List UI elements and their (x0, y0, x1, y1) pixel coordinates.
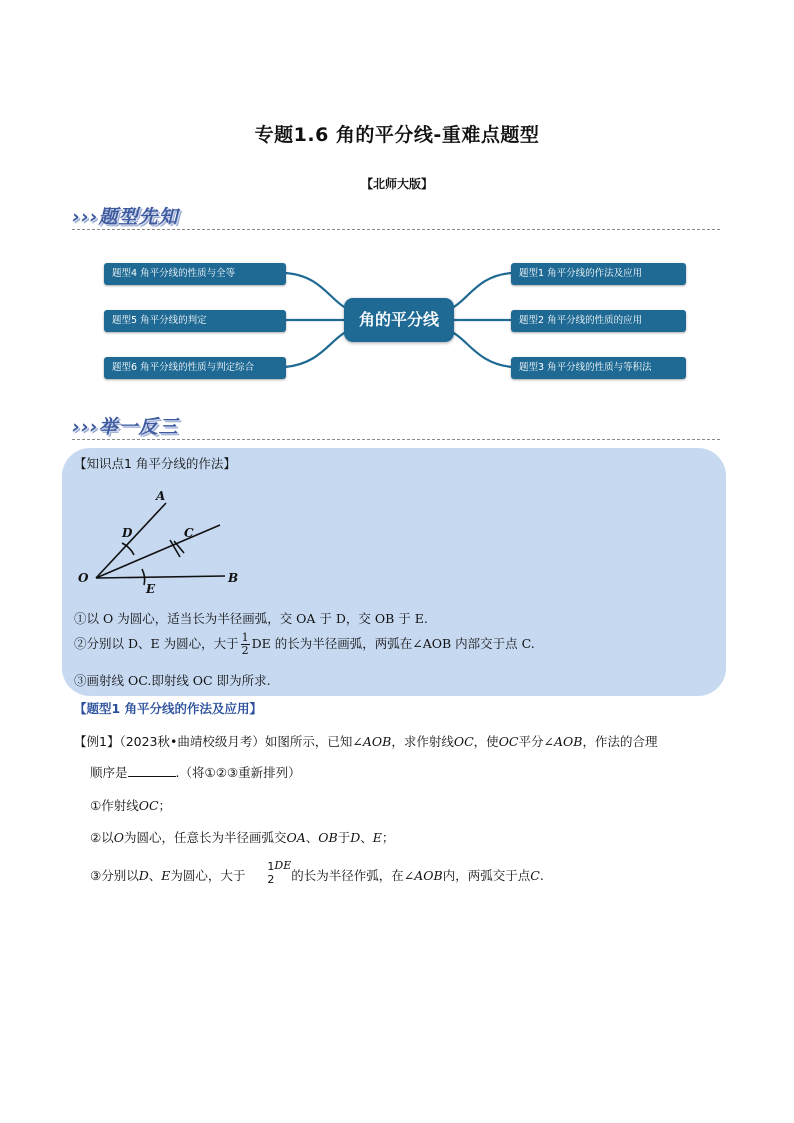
option-text: 内，两弧交于点 (442, 868, 531, 883)
option-text: ； (158, 798, 172, 813)
ray-ob (96, 576, 225, 578)
label-e: E (146, 582, 156, 596)
example-text: .（将①②③重新排列） (175, 765, 301, 780)
page-title: 专题1.6 角的平分线-重难点题型 (254, 124, 540, 146)
option-text: 的长为半径作弧，在 (291, 868, 404, 883)
math-ray: OC (453, 734, 474, 749)
math-ray: OC (498, 734, 519, 749)
option-text: ③分别以 (90, 868, 139, 883)
example-tag: 【例1】 (74, 734, 120, 749)
math-angle: ∠AOB (352, 734, 392, 749)
option-text: 于 (337, 830, 351, 845)
math-point: C (530, 868, 540, 883)
knowledge-step-3: ③画射线 OC.即射线 OC 即为所求. (74, 673, 271, 688)
option-text: . (539, 868, 544, 883)
option-text: 、 (148, 868, 162, 883)
section-arrows: ››› (72, 416, 99, 438)
mindmap-node-type1: 题型1 角平分线的作法及应用 (511, 263, 686, 285)
option-text: 为圆心，大于 (170, 868, 246, 883)
question-type-heading: 【题型1 角平分线的作法及应用】 (74, 701, 263, 716)
fraction-num: 1 (241, 631, 249, 644)
example-text: ，作法的合理 (582, 734, 658, 749)
section-header-practice (72, 412, 179, 439)
math-segment: OA (286, 830, 306, 845)
fraction-half (241, 632, 250, 657)
math-ray: OC (138, 798, 159, 813)
angle-bisector-figure (70, 485, 250, 600)
example-line-2 (90, 763, 301, 781)
label-b: B (228, 571, 239, 585)
math-point: E (161, 868, 171, 883)
mindmap-node-type4: 题型4 角平分线的性质与全等 (104, 263, 286, 285)
section-title-practice: 举一反三 (98, 416, 179, 438)
step2-post: DE 的长为半径画弧，两弧在∠AOB 内部交于点 C. (251, 636, 535, 651)
math-point: E (372, 830, 382, 845)
math-angle: ∠AOB (403, 868, 443, 883)
example-text: 如图所示，已知 (264, 734, 353, 749)
edition-label: 【北师大版】 (360, 177, 433, 191)
option-text: 、 (305, 830, 319, 845)
knowledge-step-2 (74, 632, 535, 657)
example-text: ，求作射线 (391, 734, 454, 749)
math-point: D (138, 868, 149, 883)
example-line-1 (74, 732, 657, 750)
fraction-den: 2 (267, 873, 275, 886)
section-arrows: ››› (72, 206, 99, 228)
knowledge-title: 【知识点1 角平分线的作法】 (74, 456, 236, 471)
mindmap-node-type2: 题型2 角平分线的性质的应用 (511, 310, 686, 332)
math-angle: ∠AOB (543, 734, 583, 749)
option-text: 、 (360, 830, 373, 845)
label-c: C (184, 526, 194, 540)
label-o: O (78, 571, 89, 585)
mindmap-center: 角的平分线 (344, 298, 454, 342)
fraction-num: 1 (267, 860, 275, 873)
fraction-den: 2 (241, 644, 249, 657)
mindmap-node-type3: 题型3 角平分线的性质与等积法 (511, 357, 686, 379)
option-text: ②以 (90, 830, 114, 845)
math-point: O (113, 830, 124, 845)
example-text: 顺序是 (90, 765, 128, 780)
mindmap-node-type5: 题型5 角平分线的判定 (104, 310, 286, 332)
option-text: ①作射线 (90, 798, 139, 813)
math-segment: OB (318, 830, 338, 845)
answer-blank[interactable] (128, 766, 176, 777)
knowledge-step-1: ①以 O 为圆心，适当长为半径画弧，交 OA 于 D，交 OB 于 E. (74, 611, 428, 626)
option-text: 为圆心，任意长为半径画弧交 (123, 830, 287, 845)
example-option-3 (90, 860, 544, 886)
label-d: D (122, 526, 133, 540)
divider (72, 439, 720, 440)
example-text: 平分 (518, 734, 544, 749)
section-title-preview: 题型先知 (98, 206, 179, 228)
math-point: D (350, 830, 361, 845)
label-a: A (156, 489, 166, 503)
example-option-2 (90, 828, 394, 846)
math-segment: DE (274, 859, 292, 872)
ray-oa (96, 503, 166, 578)
example-source: （2023秋•曲靖校级月考） (119, 734, 265, 749)
example-text: ，使 (473, 734, 499, 749)
step2-pre: ②分别以 D、E 为圆心，大于 (74, 636, 239, 651)
example-option-1 (90, 796, 171, 814)
option-text: ； (381, 830, 395, 845)
ray-oc (96, 525, 220, 578)
mindmap-node-type6: 题型6 角平分线的性质与判定综合 (104, 357, 286, 379)
